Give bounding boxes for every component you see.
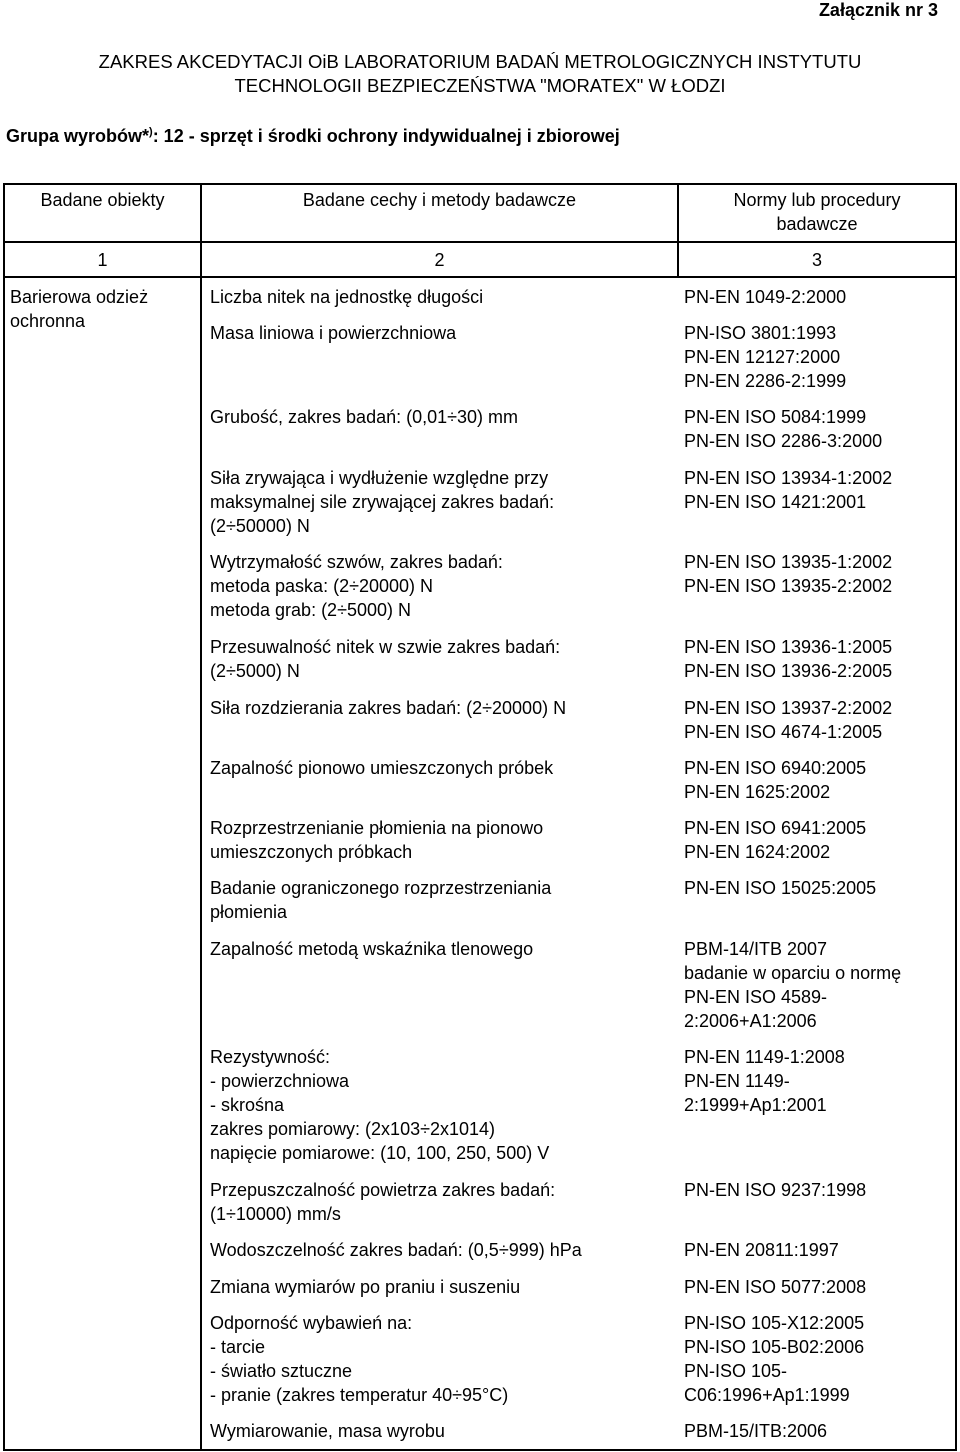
row-11-norms: PBM-14/ITB 2007 badanie w oparciu o normę PN-EN ISO 4589- 2:2006+A1:2006 bbox=[684, 939, 902, 1031]
row-10-norms: PN-EN ISO 15025:2005 bbox=[684, 878, 877, 898]
row-16-norms: PN-ISO 105-X12:2005 PN-ISO 105-B02:2006 PN-ISO 105- C06:1996+Ap1:1999 bbox=[684, 1313, 865, 1405]
row-7-norms: PN-EN ISO 13937-2:2002 PN-EN ISO 4674-1:2005 bbox=[684, 698, 893, 742]
table-border-bottom bbox=[3, 1449, 957, 1451]
column-numbers-divider bbox=[3, 276, 957, 278]
row-4-feature: Siła zrywająca i wydłużenie względne przy maksymalnej sile zrywającej zakres badań: (2÷50000) N bbox=[210, 468, 555, 536]
table-border-right bbox=[955, 183, 957, 1451]
row-3-feature: Grubość, zakres badań: (0,01÷30) mm bbox=[210, 407, 519, 427]
row-5-feature: Wytrzymałość szwów, zakres badań: metoda paska: (2÷20000) N metoda grab: (2÷5000) N bbox=[210, 552, 503, 620]
product-group bbox=[6, 126, 620, 147]
row-9-norms: PN-EN ISO 6941:2005 PN-EN 1624:2002 bbox=[684, 818, 867, 862]
row-12-feature: Rezystywność: - powierzchniowa - skrośna zakres pomiarowy: (2x103÷2x1014) napięcie pomiarowe: (10, 100, 250, 500) V bbox=[210, 1047, 550, 1163]
row-17-feature: Wymiarowanie, masa wyrobu bbox=[210, 1421, 445, 1441]
row-10-feature: Badanie ograniczonego rozprzestrzeniania płomienia bbox=[210, 878, 552, 922]
header-objects: Badane obiekty bbox=[40, 190, 165, 210]
row-14-feature: Wodoszczelność zakres badań: (0,5÷999) hPa bbox=[210, 1240, 582, 1260]
title-line-1: ZAKRES AKCEDYTACJI OiB LABORATORIUM BADAŃ METROLOGICZNYCH INSTYTUTU bbox=[98, 51, 862, 72]
row-1-norms: PN-EN 1049-2:2000 bbox=[684, 287, 847, 307]
row-9-feature: Rozprzestrzenianie płomienia na pionowo umieszczonych próbkach bbox=[210, 818, 544, 862]
row-3-norms: PN-EN ISO 5084:1999 PN-EN ISO 2286-3:2000 bbox=[684, 407, 883, 451]
row-8-feature: Zapalność pionowo umieszczonych próbek bbox=[210, 758, 554, 778]
header-features: Badane cechy i metody badawcze bbox=[302, 190, 577, 210]
column-number-3: 3 bbox=[811, 250, 822, 270]
column-number-1: 1 bbox=[97, 250, 108, 270]
row-13-feature: Przepuszczalność powietrza zakres badań: (1÷10000) mm/s bbox=[210, 1180, 556, 1224]
row-1-feature: Liczba nitek na jednostkę długości bbox=[210, 287, 484, 307]
row-5-norms: PN-EN ISO 13935-1:2002 PN-EN ISO 13935-2:2002 bbox=[684, 552, 893, 596]
row-13-norms: PN-EN ISO 9237:1998 bbox=[684, 1180, 867, 1200]
row-15-norms: PN-EN ISO 5077:2008 bbox=[684, 1277, 867, 1297]
row-7-feature: Siła rozdzierania zakres badań: (2÷20000) N bbox=[210, 698, 567, 718]
annex-label: Załącznik nr 3 bbox=[818, 0, 938, 20]
document-title bbox=[0, 50, 960, 98]
group-value: : 12 - sprzęt i środki ochrony indywidualnej i zbiorowej bbox=[152, 126, 620, 146]
row-2-norms: PN-ISO 3801:1993 PN-EN 12127:2000 PN-EN 2286-2:1999 bbox=[684, 323, 847, 391]
row-6-feature: Przesuwalność nitek w szwie zakres badań: (2÷5000) N bbox=[210, 637, 561, 681]
row-15-feature: Zmiana wymiarów po praniu i suszeniu bbox=[210, 1277, 521, 1297]
group-label: Grupa wyrobów* bbox=[6, 126, 150, 146]
row-12-norms: PN-EN 1149-1:2008 PN-EN 1149- 2:1999+Ap1:2001 bbox=[684, 1047, 845, 1115]
row-17-norms: PBM-15/ITB:2006 bbox=[684, 1421, 828, 1441]
row-11-feature: Zapalność metodą wskaźnika tlenowego bbox=[210, 939, 534, 959]
column-number-2: 2 bbox=[434, 250, 445, 270]
row-14-norms: PN-EN 20811:1997 bbox=[684, 1240, 839, 1260]
header-norms: Normy lub procedury badawcze bbox=[733, 190, 901, 234]
row-8-norms: PN-EN ISO 6940:2005 PN-EN 1625:2002 bbox=[684, 758, 867, 802]
column-divider-1 bbox=[200, 183, 202, 1451]
row-6-norms: PN-EN ISO 13936-1:2005 PN-EN ISO 13936-2:2005 bbox=[684, 637, 893, 681]
row-2-feature: Masa liniowa i powierzchniowa bbox=[210, 323, 457, 343]
table-border-left bbox=[3, 183, 5, 1451]
object-name: Barierowa odzież ochronna bbox=[10, 287, 149, 331]
group-footnote-mark: ) bbox=[149, 126, 153, 138]
row-16-feature: Odporność wybawień na: - tarcie - światło sztuczne - pranie (zakres temperatur 40÷95°C) bbox=[210, 1313, 509, 1405]
accreditation-table bbox=[3, 183, 957, 1451]
title-line-2: TECHNOLOGII BEZPIECZEŃSTWA "MORATEX" W ŁODZI bbox=[234, 75, 726, 96]
header-divider bbox=[3, 241, 957, 243]
table-border-top bbox=[3, 183, 957, 185]
row-4-norms: PN-EN ISO 13934-1:2002 PN-EN ISO 1421:2001 bbox=[684, 468, 893, 512]
